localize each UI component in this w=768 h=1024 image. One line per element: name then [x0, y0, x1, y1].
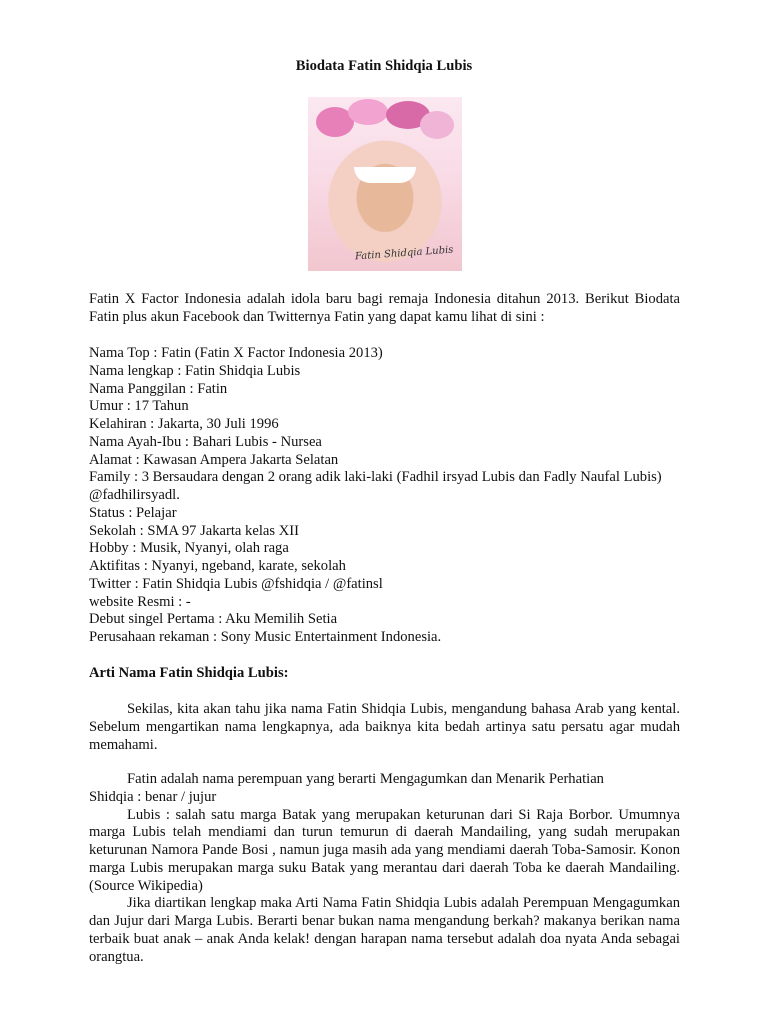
biodata-item: Perusahaan rekaman : Sony Music Entertainment Indonesia.	[89, 629, 442, 645]
biodata-item: Status : Pelajar	[89, 504, 177, 521]
meaning-paragraph: Fatin adalah nama perempuan yang berarti Mengagumkan dan Menarik Perhatian	[127, 771, 604, 787]
biodata-item: Aktifitas : Nyanyi, ngeband, karate, sekolah	[89, 558, 346, 574]
flower-decoration	[348, 99, 388, 125]
meaning-paragraph: Lubis : salah satu marga Batak yang merupakan keturunan dari Si Raja Borbor. Umumnya marga Lubis telah mendiami dan turun temurun di daerah Mandailing, yang sudah merupakan keturunan Namora Pande Bosi , namun juga masih ada yang mendiami daerah Toba-Samosir. Konon marga Lubis merupakan marga suku Batak yang merantau dari daerah Toba ke daerah Mandailing. (Source Wikipedia)	[89, 806, 680, 894]
intro-paragraph	[89, 291, 680, 327]
biodata-list	[89, 345, 680, 647]
biodata-item: Hobby : Musik, Nyanyi, olah raga	[89, 540, 289, 557]
biodata-item: Umur : 17 Tahun	[89, 398, 189, 415]
biodata-item: website Resmi : -	[89, 593, 191, 610]
biodata-item: Nama Panggilan : Fatin	[89, 380, 228, 397]
meaning-paragraph: Shidqia : benar / jujur	[89, 788, 217, 805]
signature: Fatin Shidqia Lubis	[355, 244, 455, 263]
biodata-item: Alamat : Kawasan Ampera Jakarta Selatan	[89, 451, 339, 468]
meanings	[89, 771, 680, 966]
section-heading: Arti Nama Fatin Shidqia Lubis:	[89, 665, 289, 681]
smile	[354, 167, 416, 183]
meaning-paragraph: Jika diartikan lengkap maka Arti Nama Fatin Shidqia Lubis adalah Perempuan Mengagumkan dan Jujur dari Marga Lubis. Berarti benar bukan nama mengandung berkah? makanya berikan nama terbaik buat anak – anak Anda kelak! dengan harapan nama tersebut adalah doa nyata Anda sebagai orangtua.	[89, 895, 680, 965]
biodata-item: Kelahiran : Jakarta, 30 Juli 1996	[89, 416, 279, 432]
biodata-item: Family : 3 Bersaudara dengan 2 orang adik laki-laki (Fadhil irsyad Lubis dan Fadly Naufal Lubis) @fadhilirsyadl.	[89, 469, 662, 503]
portrait-photo	[308, 97, 462, 271]
intro-text: Fatin X Factor Indonesia adalah idola baru bagi remaja Indonesia ditahun 2013. Berikut Biodata Fatin plus akun Facebook dan Twitternya Fatin yang dapat kamu lihat di sini :	[89, 291, 680, 325]
biodata-item: Debut singel Pertama : Aku Memilih Setia	[89, 611, 338, 628]
biodata-item: Sekolah : SMA 97 Jakarta kelas XII	[89, 522, 299, 539]
document-title: Biodata Fatin Shidqia Lubis	[295, 58, 473, 74]
biodata-item: Nama lengkap : Fatin Shidqia Lubis	[89, 362, 301, 379]
biodata-item: Twitter : Fatin Shidqia Lubis @fshidqia / @fatinsl	[89, 575, 383, 592]
biodata-item: Nama Ayah-Ibu : Bahari Lubis - Nursea	[89, 433, 322, 450]
biodata-item: Nama Top : Fatin (Fatin X Factor Indonesia 2013)	[89, 345, 383, 361]
section-intro: Sekilas, kita akan tahu jika nama Fatin Shidqia Lubis, mengandung bahasa Arab yang kental. Sebelum mengartikan nama lengkapnya, ada baiknya kita bedah artinya satu persatu agar mudah memahami.	[89, 701, 680, 753]
flower-decoration	[420, 111, 454, 139]
